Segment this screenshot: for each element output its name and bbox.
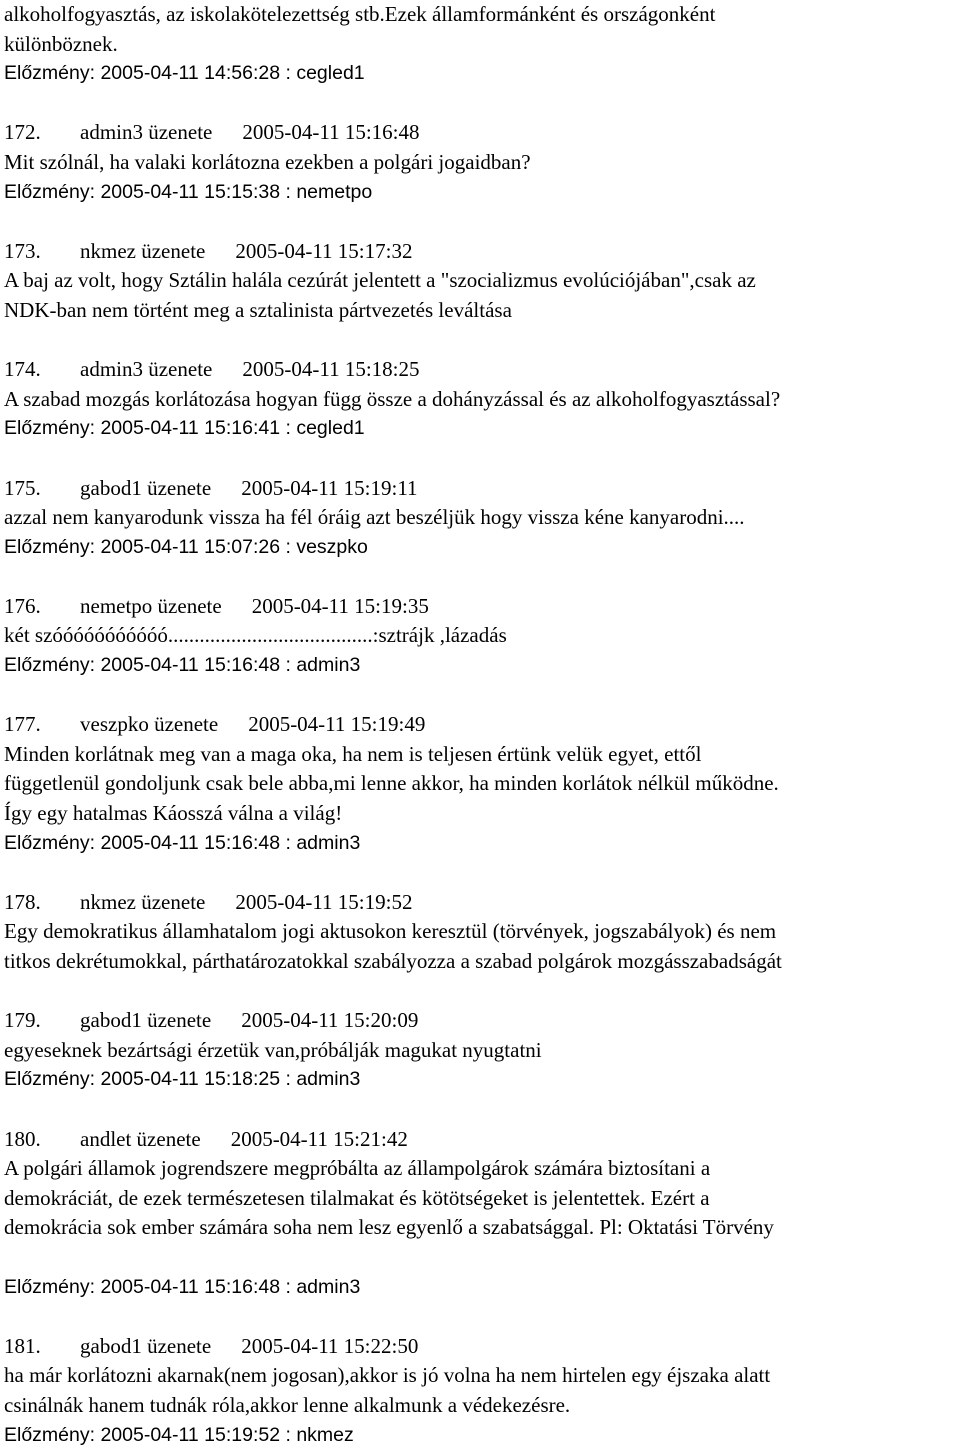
post-body-line: NDK-ban nem történt meg a sztalinista pártvezetés leváltása <box>4 296 960 326</box>
post-body-line: Mit szólnál, ha valaki korlátozna ezekben a polgári jogaidban? <box>4 148 960 178</box>
post-header <box>4 474 960 504</box>
reference-link[interactable]: Előzmény: 2005-04-11 15:16:48 : admin3 <box>4 829 960 859</box>
reference-link[interactable]: Előzmény: 2005-04-11 15:16:48 : admin3 <box>4 651 960 681</box>
post-body-line: egyeseknek bezártsági érzetük van,próbálják magukat nyugtatni <box>4 1036 960 1066</box>
reference-link[interactable]: Előzmény: 2005-04-11 15:16:41 : cegled1 <box>4 414 960 444</box>
reference-link[interactable]: Előzmény: 2005-04-11 15:07:26 : veszpko <box>4 533 960 563</box>
post-timestamp: 2005-04-11 15:20:09 <box>241 1006 418 1036</box>
post-timestamp: 2005-04-11 15:18:25 <box>242 355 419 385</box>
post-header <box>4 237 960 267</box>
post-author: admin3 üzenete <box>80 355 212 385</box>
post-author: gabod1 üzenete <box>80 474 211 504</box>
reference-link[interactable]: Előzmény: 2005-04-11 15:18:25 : admin3 <box>4 1065 960 1095</box>
post-number: 176. <box>4 592 80 622</box>
post-body-line: azzal nem kanyarodunk vissza ha fél óráig azt beszéljük hogy vissza kéne kanyarodni.... <box>4 503 960 533</box>
reference-link[interactable]: Előzmény: 2005-04-11 14:56:28 : cegled1 <box>4 59 960 89</box>
post-header <box>4 710 960 740</box>
post-separator <box>4 562 960 592</box>
post-separator <box>4 89 960 119</box>
post-separator <box>4 207 960 237</box>
forum-post <box>4 858 960 976</box>
post-body-line: különböznek. <box>4 30 960 60</box>
post-body-line: A szabad mozgás korlátozása hogyan függ össze a dohányzással és az alkoholfogyasztással? <box>4 385 960 415</box>
post-separator <box>4 681 960 711</box>
reference-link[interactable]: Előzmény: 2005-04-11 15:16:48 : admin3 <box>4 1273 960 1303</box>
forum-thread <box>4 0 960 1450</box>
forum-post <box>4 1302 960 1450</box>
post-number: 181. <box>4 1332 80 1362</box>
post-header <box>4 1006 960 1036</box>
post-separator <box>4 1095 960 1125</box>
post-number: 178. <box>4 888 80 918</box>
post-header <box>4 118 960 148</box>
post-timestamp: 2005-04-11 15:16:48 <box>242 118 419 148</box>
post-body-line: Minden korlátnak meg van a maga oka, ha nem is teljesen értünk velük egyet, ettől <box>4 740 960 770</box>
post-body-line: Egy demokratikus államhatalom jogi aktusokon keresztül (törvények, jogszabályok) és nem <box>4 917 960 947</box>
post-body-line: függetlenül gondoljunk csak bele abba,mi lenne akkor, ha minden korlátok nélkül működne. <box>4 769 960 799</box>
post-body-line: demokrácia sok ember számára soha nem lesz egyenlő a szabatsággal. Pl: Oktatási Törvény <box>4 1213 960 1243</box>
post-author: nkmez üzenete <box>80 237 205 267</box>
post-header <box>4 888 960 918</box>
post-timestamp: 2005-04-11 15:19:52 <box>235 888 412 918</box>
post-body-line: két szóóóóóóóóóóó.......................................:sztrájk ,lázadás <box>4 621 960 651</box>
post-number: 179. <box>4 1006 80 1036</box>
post-author: admin3 üzenete <box>80 118 212 148</box>
forum-post <box>4 326 960 444</box>
post-number: 175. <box>4 474 80 504</box>
forum-post <box>4 977 960 1095</box>
post-timestamp: 2005-04-11 15:19:49 <box>248 710 425 740</box>
post-timestamp: 2005-04-11 15:19:11 <box>241 474 417 504</box>
reference-link[interactable]: Előzmény: 2005-04-11 15:19:52 : nkmez <box>4 1421 960 1450</box>
forum-post <box>4 1095 960 1302</box>
reference-link[interactable]: Előzmény: 2005-04-11 15:15:38 : nemetpo <box>4 178 960 208</box>
post-body-line: A baj az volt, hogy Sztálin halála cezúrát jelentett a "szocializmus evolúciójában",csak az <box>4 266 960 296</box>
post-number: 172. <box>4 118 80 148</box>
post-author: veszpko üzenete <box>80 710 218 740</box>
post-header <box>4 355 960 385</box>
post-separator <box>4 977 960 1007</box>
post-author: nkmez üzenete <box>80 888 205 918</box>
post-timestamp: 2005-04-11 15:22:50 <box>241 1332 418 1362</box>
post-author: andlet üzenete <box>80 1125 201 1155</box>
post-timestamp: 2005-04-11 15:19:35 <box>252 592 429 622</box>
post-timestamp: 2005-04-11 15:21:42 <box>231 1125 408 1155</box>
post-number: 173. <box>4 237 80 267</box>
post-author: nemetpo üzenete <box>80 592 222 622</box>
post-author: gabod1 üzenete <box>80 1332 211 1362</box>
post-body-line: ha már korlátozni akarnak(nem jogosan),akkor is jó volna ha nem hirtelen egy éjszaka alatt <box>4 1361 960 1391</box>
post-body-line <box>4 1243 960 1273</box>
post-number: 180. <box>4 1125 80 1155</box>
post-header <box>4 592 960 622</box>
forum-post <box>4 444 960 562</box>
post-header <box>4 1332 960 1362</box>
intro-fragment <box>4 0 960 89</box>
post-body-line: demokráciát, de ezek természetesen tilalmakat és kötötségeket is jelentettek. Ezért a <box>4 1184 960 1214</box>
post-number: 174. <box>4 355 80 385</box>
post-body-line: titkos dekrétumokkal, párthatározatokkal szabályozza a szabad polgárok mozgásszabadságát <box>4 947 960 977</box>
post-separator <box>4 1302 960 1332</box>
post-body-line: A polgári államok jogrendszere megpróbálta az állampolgárok számára biztosítani a <box>4 1154 960 1184</box>
post-separator <box>4 326 960 356</box>
post-separator <box>4 444 960 474</box>
post-number: 177. <box>4 710 80 740</box>
post-body-line: Így egy hatalmas Káosszá válna a világ! <box>4 799 960 829</box>
post-timestamp: 2005-04-11 15:17:32 <box>235 237 412 267</box>
forum-post <box>4 562 960 680</box>
forum-post <box>4 207 960 325</box>
post-author: gabod1 üzenete <box>80 1006 211 1036</box>
post-header <box>4 1125 960 1155</box>
post-body-line: alkoholfogyasztás, az iskolakötelezettség stb.Ezek államformánként és országonként <box>4 0 960 30</box>
forum-post <box>4 89 960 207</box>
forum-post <box>4 681 960 859</box>
post-separator <box>4 858 960 888</box>
post-list <box>4 89 960 1450</box>
post-body-line: csinálnák hanem tudnák róla,akkor lenne alkalmunk a védekezésre. <box>4 1391 960 1421</box>
